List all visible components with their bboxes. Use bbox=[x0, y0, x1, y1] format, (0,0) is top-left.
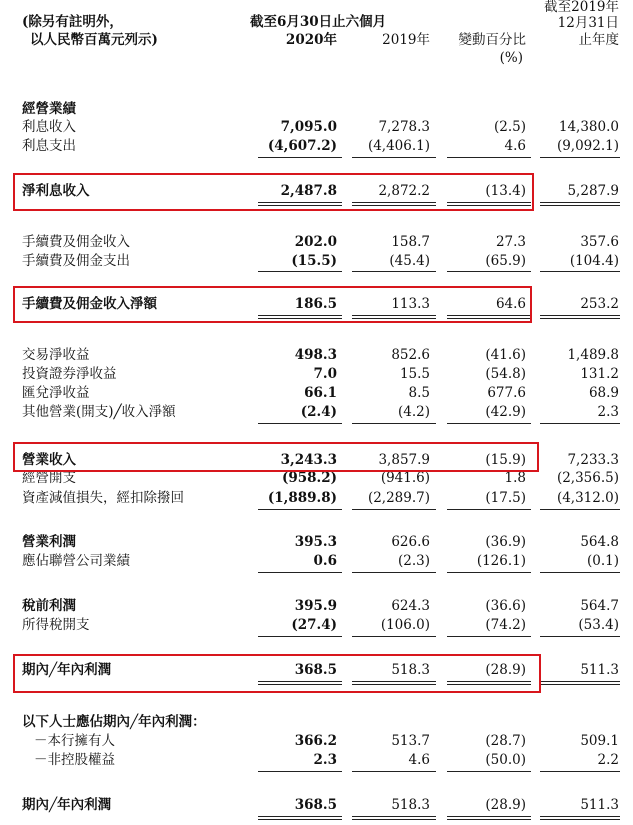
cell-change: 677.6 bbox=[487, 385, 526, 401]
cell-2020: 202.0 bbox=[294, 234, 337, 250]
cell-full-year: 68.9 bbox=[588, 385, 619, 401]
cell-full-year: (0.1) bbox=[586, 553, 619, 569]
cell-full-year: 564.7 bbox=[580, 598, 619, 614]
cell-2019: 3,857.9 bbox=[378, 452, 430, 468]
row-label: 所得稅開支 bbox=[22, 617, 90, 633]
cell-2019: 518.3 bbox=[391, 662, 430, 678]
cell-change: (15.9) bbox=[485, 452, 526, 468]
cell-change: (126.1) bbox=[476, 553, 526, 569]
row-label: 經營業績 bbox=[22, 101, 76, 117]
rule bbox=[447, 271, 531, 272]
cell-2020: 368.5 bbox=[294, 662, 337, 678]
row-label: 經營開支 bbox=[22, 470, 76, 486]
cell-2020: 3,243.3 bbox=[280, 452, 337, 468]
cell-full-year: 7,233.3 bbox=[567, 452, 619, 468]
cell-2020: 66.1 bbox=[304, 385, 337, 401]
cell-2019: (106.0) bbox=[380, 617, 430, 633]
cell-2019: 2,872.2 bbox=[378, 183, 430, 199]
cell-2019: 158.7 bbox=[391, 234, 430, 250]
cell-2019: 113.3 bbox=[391, 296, 430, 312]
row-label: 交易淨收益 bbox=[22, 347, 90, 363]
cell-change: (36.9) bbox=[485, 534, 526, 550]
row-label: －非控股權益 bbox=[34, 752, 115, 768]
cell-2020: 368.5 bbox=[294, 797, 337, 813]
highlight-box bbox=[13, 173, 534, 211]
header-period: 截至6月30日止六個月 bbox=[250, 14, 387, 30]
cell-full-year: (104.4) bbox=[569, 253, 619, 269]
cell-change: 1.8 bbox=[504, 470, 526, 486]
cell-change: (2.5) bbox=[493, 119, 526, 135]
rule bbox=[540, 816, 620, 817]
rule bbox=[258, 572, 342, 573]
rule bbox=[540, 318, 620, 319]
cell-2020: 7.0 bbox=[313, 366, 337, 382]
row-label: 淨利息收入 bbox=[22, 183, 90, 199]
highlight-box bbox=[13, 286, 532, 323]
rule bbox=[258, 271, 342, 272]
header-note-line1: (除另有註明外， bbox=[22, 14, 123, 30]
header-col-change-unit: (%) bbox=[499, 50, 523, 66]
rule bbox=[447, 636, 531, 637]
cell-2019: (4.2) bbox=[397, 404, 430, 420]
rule bbox=[352, 816, 436, 817]
cell-full-year: 511.3 bbox=[580, 797, 619, 813]
row-label: 稅前利潤 bbox=[22, 598, 76, 614]
rule bbox=[352, 157, 436, 158]
cell-change: (50.0) bbox=[485, 752, 526, 768]
cell-full-year: 5,287.9 bbox=[567, 183, 619, 199]
cell-2020: 366.2 bbox=[294, 733, 337, 749]
rule bbox=[352, 771, 436, 772]
cell-change: (28.9) bbox=[485, 662, 526, 678]
highlight-box bbox=[13, 654, 541, 693]
cell-full-year: 564.8 bbox=[580, 534, 619, 550]
rule bbox=[540, 681, 620, 682]
rule bbox=[352, 271, 436, 272]
rule bbox=[540, 423, 620, 424]
header-year-line1: 截至2019年 bbox=[544, 0, 619, 15]
rule bbox=[540, 205, 620, 206]
cell-2020: 7,095.0 bbox=[280, 119, 337, 135]
row-label: 利息支出 bbox=[22, 138, 76, 154]
header-col-change: 變動百分比 bbox=[458, 32, 526, 48]
cell-change: (28.7) bbox=[485, 733, 526, 749]
rule bbox=[540, 202, 620, 203]
cell-2020: 2,487.8 bbox=[280, 183, 337, 199]
cell-2019: 624.3 bbox=[391, 598, 430, 614]
rule bbox=[352, 819, 436, 820]
row-label: 手續費及佣金收入淨額 bbox=[22, 296, 157, 312]
cell-2020: 2.3 bbox=[313, 752, 337, 768]
cell-full-year: (4,312.0) bbox=[556, 490, 619, 506]
rule bbox=[258, 771, 342, 772]
row-label: 其他營業(開支)╱收入淨額 bbox=[22, 404, 176, 420]
rule bbox=[447, 771, 531, 772]
rule bbox=[447, 816, 531, 817]
cell-full-year: (2,356.5) bbox=[556, 470, 619, 486]
cell-2020: (15.5) bbox=[291, 253, 337, 269]
cell-change: 27.3 bbox=[495, 234, 526, 250]
cell-2020: 186.5 bbox=[294, 296, 337, 312]
rule bbox=[258, 816, 342, 817]
cell-change: (17.5) bbox=[485, 490, 526, 506]
rule bbox=[447, 157, 531, 158]
row-label: 期內╱年內利潤 bbox=[22, 797, 112, 813]
rule bbox=[540, 509, 620, 510]
rule bbox=[352, 509, 436, 510]
cell-change: (13.4) bbox=[485, 183, 526, 199]
header-col-2020: 2020年 bbox=[285, 32, 337, 48]
cell-2019: 626.6 bbox=[391, 534, 430, 550]
highlight-box bbox=[13, 442, 539, 472]
header-col-2019: 2019年 bbox=[382, 32, 430, 48]
cell-2020: (27.4) bbox=[291, 617, 337, 633]
rule bbox=[447, 509, 531, 510]
cell-change: 4.6 bbox=[504, 138, 526, 154]
cell-2019: 4.6 bbox=[408, 752, 430, 768]
cell-full-year: (53.4) bbox=[578, 617, 619, 633]
cell-change: (42.9) bbox=[485, 404, 526, 420]
rule bbox=[447, 572, 531, 573]
rule bbox=[258, 636, 342, 637]
cell-full-year: 509.1 bbox=[580, 733, 619, 749]
cell-change: (54.8) bbox=[485, 366, 526, 382]
cell-full-year: 1,489.8 bbox=[567, 347, 619, 363]
cell-full-year: 511.3 bbox=[580, 662, 619, 678]
cell-2019: 8.5 bbox=[408, 385, 430, 401]
row-label: 營業利潤 bbox=[22, 534, 76, 550]
row-label: 手續費及佣金收入 bbox=[22, 234, 130, 250]
cell-2019: 852.6 bbox=[391, 347, 430, 363]
rule bbox=[447, 819, 531, 820]
rule bbox=[540, 572, 620, 573]
cell-change: (28.9) bbox=[485, 797, 526, 813]
cell-change: (74.2) bbox=[485, 617, 526, 633]
row-label: 手續費及佣金支出 bbox=[22, 253, 130, 269]
rule bbox=[258, 509, 342, 510]
rule bbox=[540, 819, 620, 820]
row-label: 期內╱年內利潤 bbox=[22, 662, 112, 678]
cell-2020: 498.3 bbox=[294, 347, 337, 363]
header-year-line2: 12月31日 bbox=[557, 15, 619, 31]
cell-2020: (958.2) bbox=[281, 470, 337, 486]
cell-change: (41.6) bbox=[485, 347, 526, 363]
row-label: 利息收入 bbox=[22, 119, 76, 135]
cell-2019: 7,278.3 bbox=[378, 119, 430, 135]
header-note-line2: 以人民幣百萬元列示) bbox=[30, 32, 158, 48]
cell-2019: 513.7 bbox=[391, 733, 430, 749]
rule bbox=[540, 771, 620, 772]
cell-2019: (4,406.1) bbox=[367, 138, 430, 154]
row-label: －本行擁有人 bbox=[34, 733, 115, 749]
cell-2019: 518.3 bbox=[391, 797, 430, 813]
rule bbox=[352, 636, 436, 637]
cell-2020: (1,889.8) bbox=[267, 490, 337, 506]
rule bbox=[258, 423, 342, 424]
cell-change: (65.9) bbox=[485, 253, 526, 269]
row-label: 資產減值損失，經扣除撥回 bbox=[22, 490, 184, 506]
row-label: 以下人士應佔期內╱年內利潤： bbox=[22, 714, 206, 730]
cell-2019: 15.5 bbox=[399, 366, 430, 382]
cell-2019: (45.4) bbox=[389, 253, 430, 269]
rule bbox=[352, 572, 436, 573]
cell-change: (36.6) bbox=[485, 598, 526, 614]
row-label: 匯兌淨收益 bbox=[22, 385, 90, 401]
rule bbox=[540, 271, 620, 272]
row-label: 營業收入 bbox=[22, 452, 76, 468]
cell-2019: (941.6) bbox=[380, 470, 430, 486]
cell-full-year: 2.2 bbox=[597, 752, 619, 768]
rule bbox=[447, 423, 531, 424]
cell-full-year: 2.3 bbox=[597, 404, 619, 420]
row-label: 投資證券淨收益 bbox=[22, 366, 117, 382]
cell-full-year: 131.2 bbox=[580, 366, 619, 382]
cell-2020: 395.9 bbox=[294, 598, 337, 614]
rule bbox=[258, 157, 342, 158]
cell-change: 64.6 bbox=[495, 296, 526, 312]
cell-2019: (2.3) bbox=[397, 553, 430, 569]
rule bbox=[540, 157, 620, 158]
rule bbox=[540, 684, 620, 685]
cell-2020: (2.4) bbox=[300, 404, 337, 420]
rule bbox=[540, 315, 620, 316]
cell-full-year: (9,092.1) bbox=[556, 138, 619, 154]
cell-2020: 395.3 bbox=[294, 534, 337, 550]
cell-2019: (2,289.7) bbox=[367, 490, 430, 506]
cell-full-year: 253.2 bbox=[580, 296, 619, 312]
row-label: 應佔聯營公司業績 bbox=[22, 553, 130, 569]
header-year-line3: 止年度 bbox=[578, 32, 619, 48]
cell-full-year: 357.6 bbox=[580, 234, 619, 250]
rule bbox=[540, 636, 620, 637]
cell-2020: 0.6 bbox=[313, 553, 337, 569]
cell-2020: (4,607.2) bbox=[267, 138, 337, 154]
rule bbox=[352, 423, 436, 424]
cell-full-year: 14,380.0 bbox=[558, 119, 619, 135]
rule bbox=[258, 819, 342, 820]
